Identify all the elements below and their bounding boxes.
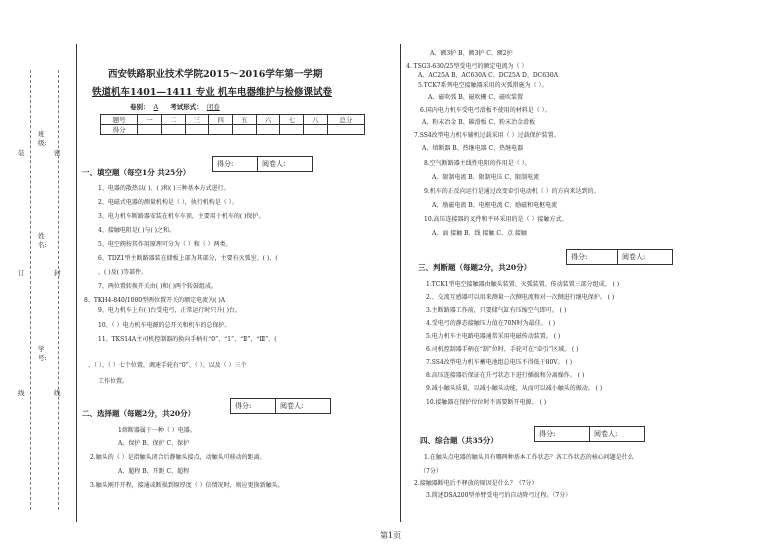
center-divider <box>400 44 401 522</box>
paper-type <box>130 102 224 111</box>
score-table-header-row <box>101 115 365 125</box>
question-item: 7.SS4改型电力机车蓄电池组总电压不得低于80V。 ( ) <box>426 359 573 366</box>
name-label: 姓 名: <box>38 232 47 249</box>
question-item: 8、TKH4-840/1000型两位置开关的额定电流为( )A <box>84 297 226 304</box>
grader-score-cell: 得分: <box>213 157 258 172</box>
question-item: 5.TCK7系列电空接触器采用的灭弧措施为（ ）。 <box>418 82 548 89</box>
grader-box-1 <box>212 156 313 172</box>
question-item: 、( )及( )等部件。 <box>98 269 148 276</box>
grader-reviewer-cell: 阅卷人: <box>258 157 313 172</box>
score-cell <box>161 125 185 135</box>
binding-dash-line-left <box>30 70 31 510</box>
seal-char-1: 装 <box>18 149 25 157</box>
option-row: A、磁吹弧 B、磁吹栅 C、磁吹装置 <box>428 94 524 101</box>
question-item: 5、电空阀按其作用原理可分为（ ）和（ ）两类。 <box>98 241 232 248</box>
question-item: 9.减小触头质量，以减小触头动能，从而可以减小触头的振动。 ( ) <box>426 385 603 392</box>
score-cell <box>327 125 364 135</box>
option-row: A、超程 B、开距 C、超程 <box>118 468 190 475</box>
question-item: 2.触头的（ ）是指触头闭合后静触头接点，动触头可移动的距离。 <box>90 454 266 461</box>
question-item-score: （7分） <box>420 468 442 475</box>
question-item: 3.主断路器工作前，只要储气缸有压缩空气即可。 ( ) <box>426 307 567 314</box>
score-cell <box>138 125 162 135</box>
score-cell: 二 <box>161 115 185 125</box>
question-item: 7.SS4改型电力机车辅机过载采用（ ）过载保护装置。 <box>414 132 560 139</box>
score-cell: 四 <box>209 115 233 125</box>
binding-dash-line-right <box>58 70 59 510</box>
question-item: 6.司机控制器手柄在“制”位时，手轮可在“牵引”区域。 ( ) <box>426 346 579 353</box>
page-number: 第1页 <box>380 531 402 540</box>
score-cell <box>280 125 304 135</box>
score-cell: 八 <box>304 115 328 125</box>
option-row: A、AC25A B、AC630A C、DC25A D、DC630A <box>418 72 559 79</box>
grader-reviewer-cell: 阅卷人: <box>618 250 673 265</box>
question-item: 6.国内电力机车受电弓滑板不使用的材料是（ ）。 <box>420 107 551 114</box>
option-row: A、励磁电流 B、电枢电流 C、励磁和电枢电流 <box>432 202 558 209</box>
score-cell: 三 <box>185 115 209 125</box>
line-char-2: 线 <box>54 389 61 397</box>
grader-reviewer-cell: 阅卷人: <box>590 427 645 442</box>
question-item: 7、两位置转换开关由( )和( )两个转鼓组成。 <box>98 283 217 290</box>
left-frame-line <box>76 44 77 522</box>
question-item: 1.在触头点电器的触头具有哪两种基本工作状态？各工作状态的核心问题是什么 <box>424 454 634 461</box>
exam-form-value: 闭卷 <box>206 103 220 111</box>
section-choice-heading: 二、选择题（每题2分，共20分） <box>82 409 196 418</box>
question-item: 3.简述DSA200型单臂受电弓的自动降弓过程。（7分） <box>426 492 572 499</box>
question-item: 6、TDZ1型主断路器装在储板上部为其部分，主要有灭弧室、( )、( <box>98 255 278 262</box>
question-item: 4、接触电阻是( )与( )之和。 <box>98 227 175 234</box>
section-fill-heading: 一、填空题（每空1分 共25分） <box>82 168 191 177</box>
grader-reviewer-cell: 阅卷人: <box>276 399 331 414</box>
question-item: 4.受电弓的静态接触压力值在70N时为最佳。 ( ) <box>426 320 556 327</box>
paper-type-value: A <box>153 103 159 111</box>
question-item: 3.触头刚开开程，接通或断损到原厚度（ ）倍情况时，则应更换新触头。 <box>90 482 284 489</box>
question-item: 10、（ ）电力机车电源的总开关和机车的总保护。 <box>98 322 231 329</box>
grader-box-2 <box>230 398 331 414</box>
option-row: A、保护 B、保护 C、保护 <box>118 440 190 447</box>
question-item: 8.空气断路器主线性电阻的作用是（ ）。 <box>424 160 531 167</box>
grader-score-cell: 得分: <box>231 399 276 414</box>
question-item: 3、电力机车断路器安装在机车车顶，主要用于机车的( )保护。 <box>98 213 265 220</box>
question-item: 9、电力机车上有( )台受电弓，正常运行时只升( )台。 <box>98 307 241 314</box>
question-item: 5.电力机车主电路电器通常采用电磁传动装置。 ( ) <box>426 333 561 340</box>
score-cell: 六 <box>256 115 280 125</box>
seal-char-3: 封 <box>54 269 61 277</box>
question-item: 工作位置。 <box>98 378 129 385</box>
exam-form-label: 考试形式： <box>170 103 203 111</box>
section-comp-heading: 四、综合题（共35分） <box>420 436 498 445</box>
option-row: A、面 接触 B、线 接触 C、点 接触 <box>432 230 527 237</box>
question-item: 1、电器的散热以( )、( )和( )三种基本方式进行。 <box>98 185 230 192</box>
score-cell <box>209 125 233 135</box>
question-item: 11、TKS14A主司机控制器的换向手柄有“0”、“1”、“Ⅱ”、“Ⅲ”、( <box>98 336 277 343</box>
score-cell <box>233 125 257 135</box>
score-cell: 总分 <box>327 115 364 125</box>
grader-score-cell: 得分: <box>567 250 618 265</box>
seal-char-2: 密 <box>54 149 61 157</box>
question-item: 2、电磁式电器的测量机构是（ ），执行机构是（ ）。 <box>98 199 238 206</box>
grader-score-cell: 得分: <box>535 427 590 442</box>
score-cell: 题号 <box>101 115 138 125</box>
question-item: 1.TCK1型电空接触器由触头装置、灭弧装置、传动装置三部分组成。 ( ) <box>426 281 620 288</box>
question-item: 1熔断器属于一种（ ）电器。 <box>118 427 196 434</box>
option-row: A、熔断器 B、热继电器 C、热继电器 <box>422 145 524 152</box>
section-judge-heading: 三、判断题（每题2分，共20分） <box>418 263 532 272</box>
option-row: A、额3护 B、额3护 C、额2护 <box>430 50 513 57</box>
score-cell: 一 <box>138 115 162 125</box>
question-item: 、（ ）、（ ）七个位置。调速手轮有“0”、（ ）、以及（ ）三个 <box>88 362 247 369</box>
order-char: 订 <box>18 269 25 277</box>
line-char-1: 线 <box>18 389 25 397</box>
question-item: 2.、交流互感器可以用来测量一次侧电流和对一次侧进行继电保护。 ( ) <box>426 294 615 301</box>
question-item: 2.接触器断电后不释放的原因是什么？（7分） <box>414 480 538 487</box>
question-item: 4. TSG3-630/25型受电弓的额定电流为（ ） <box>406 63 528 70</box>
class-label: 班 级: <box>38 130 47 147</box>
question-item: 8.高压连接器后保证在升弓状态下进行插拔和分离操作。 ( ) <box>426 372 585 379</box>
grader-box-3 <box>566 249 673 265</box>
score-cell <box>304 125 328 135</box>
score-cell <box>256 125 280 135</box>
exam-subtitle: 铁道机车1401—1411 专业 机车电器维护与检修课试卷 <box>92 87 332 98</box>
paper-type-label: 卷别： <box>130 103 150 111</box>
question-item: 9.机车的正反向运行是通过改变牵引电动机（ ）的方向来达到的。 <box>424 188 600 195</box>
score-table <box>100 114 365 135</box>
option-row: A、限制电流 B、限制电压 C、限制电流 <box>432 174 540 181</box>
score-cell: 得分 <box>101 125 138 135</box>
score-cell <box>185 125 209 135</box>
option-row: A、粉末冶金 B、碳滑板 C、粉末冶金滑板 <box>422 119 536 126</box>
score-cell: 七 <box>280 115 304 125</box>
grader-box-4 <box>534 426 645 442</box>
score-cell: 五 <box>233 115 257 125</box>
student-id-label: 学 号: <box>38 345 47 362</box>
question-item: 10.高压连接器的叉件和平环采用的是（ ）接触方式。 <box>424 216 568 223</box>
question-item: 10.接触器在保护位位时不需要断开电源。 ( ) <box>426 399 547 406</box>
exam-title: 西安铁路职业技术学院2015～2016学年第一学期 <box>108 69 323 80</box>
score-table-score-row <box>101 125 365 135</box>
